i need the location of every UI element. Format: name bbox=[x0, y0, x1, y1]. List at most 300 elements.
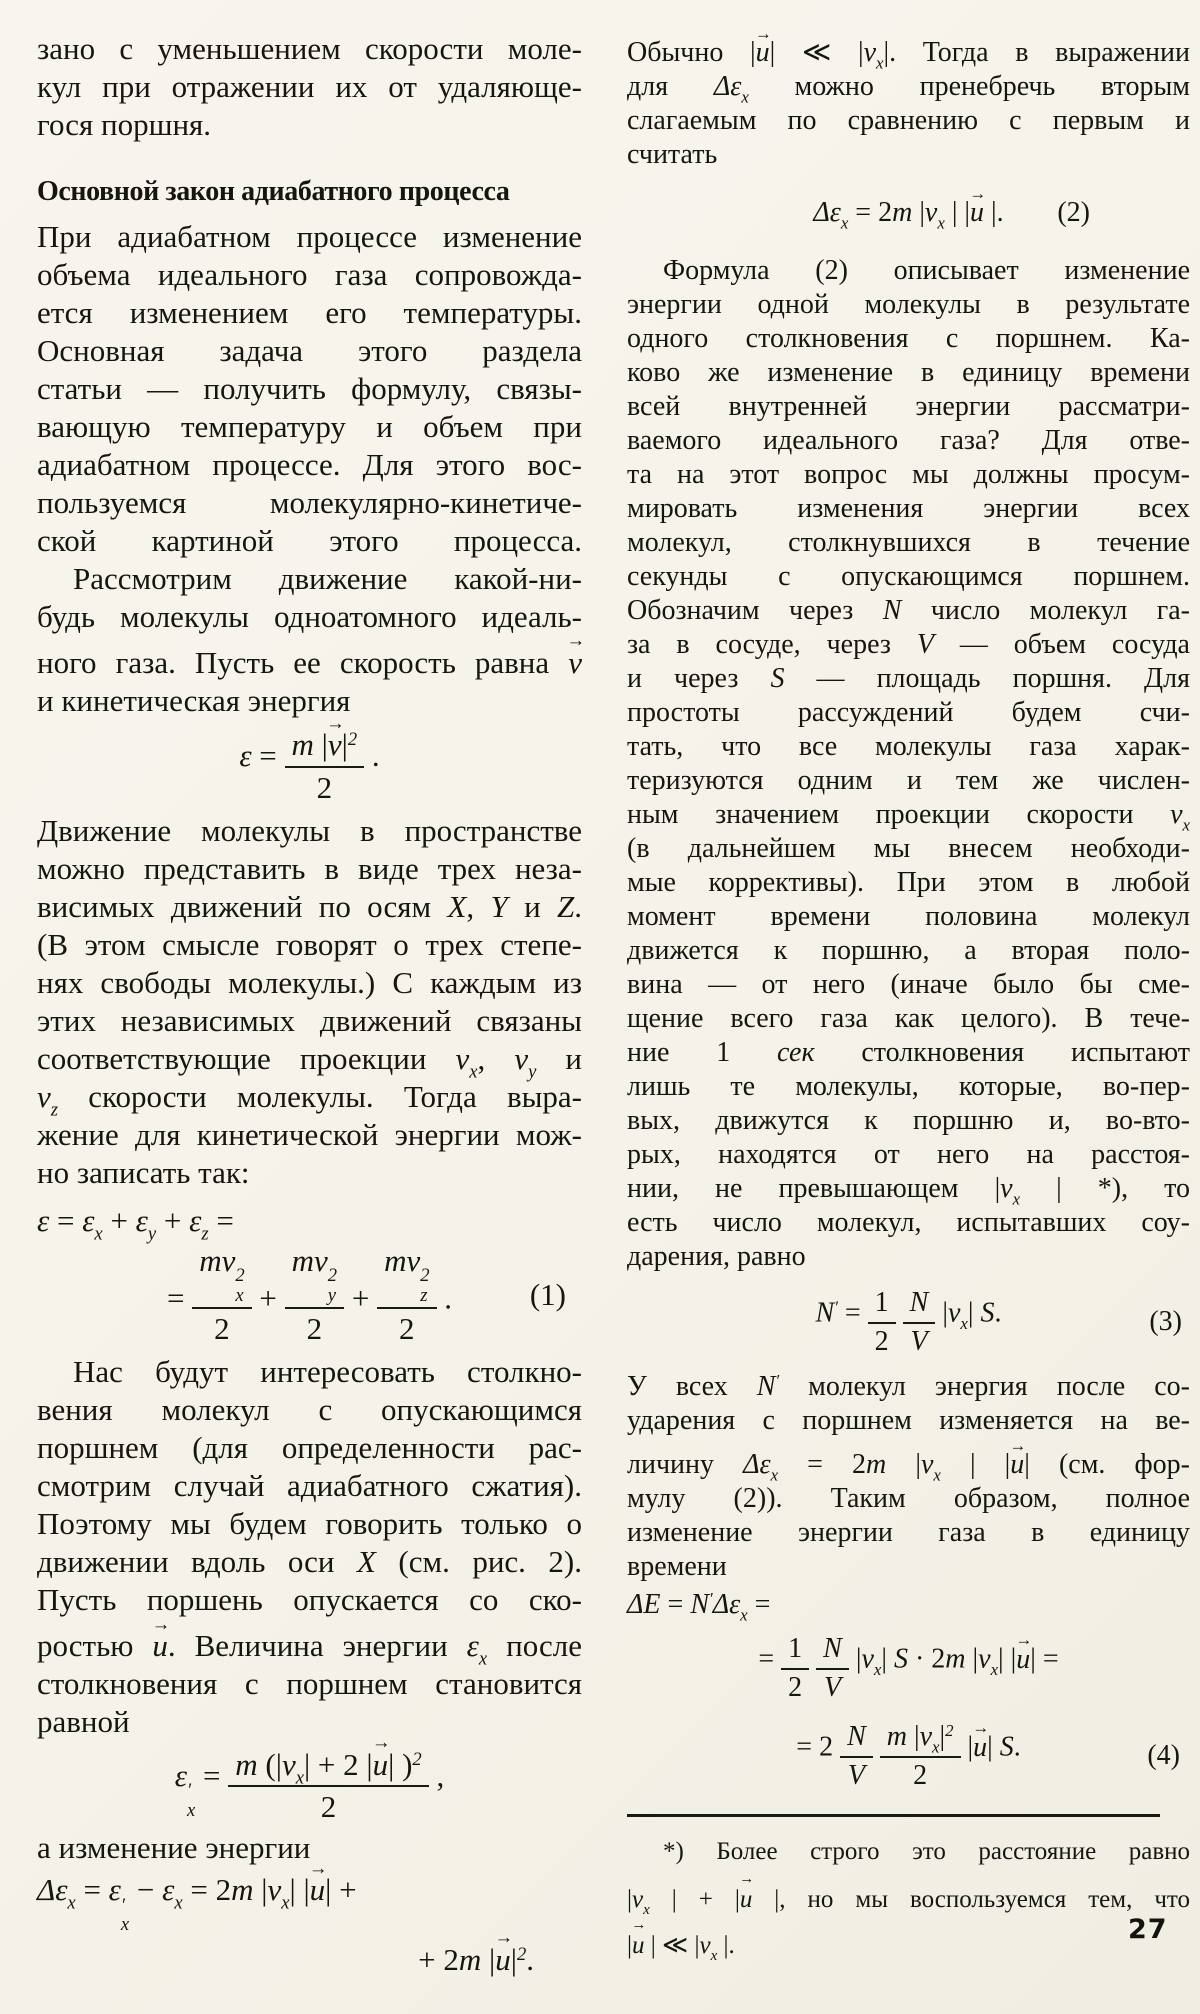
text-line bbox=[37, 522, 582, 560]
text-run: |. Тогда в выражении bbox=[883, 37, 1190, 68]
math-variable: v bbox=[455, 1041, 470, 1076]
sup-sub-stack bbox=[328, 1266, 337, 1305]
fraction-denominator bbox=[285, 768, 365, 806]
text-run: — объем сосуда bbox=[933, 629, 1190, 660]
subscript: x bbox=[295, 1767, 304, 1789]
text-run: При адиабатном процессе изменение bbox=[37, 219, 582, 254]
fraction-numerator bbox=[880, 1720, 961, 1758]
text-line bbox=[37, 1613, 582, 1670]
text-run: равной bbox=[37, 1704, 130, 1740]
text-line bbox=[627, 560, 1190, 594]
text-run: молекул, столкнувшихся в течение bbox=[627, 527, 1190, 558]
text-run: Обычно | bbox=[627, 37, 756, 68]
text-run: (В этом смысле говорят о трех степе- bbox=[37, 927, 582, 962]
text-run: есть число молекул, испытавших соу- bbox=[627, 1207, 1190, 1238]
subscript: z bbox=[50, 1099, 59, 1121]
vector-arrow-icon: → bbox=[1009, 1435, 1027, 1455]
math-variable: N bbox=[909, 1286, 929, 1318]
text-run: ного газа. Пусть ее скорость равна bbox=[37, 645, 569, 680]
text-run: можно представить в виде трех неза- bbox=[37, 851, 582, 886]
text-run: . bbox=[526, 1941, 534, 1977]
subscript: x bbox=[643, 1901, 650, 1918]
text-run: нях свободы молекулы.) С каждым из bbox=[37, 965, 582, 1000]
subscript: x bbox=[960, 1314, 968, 1334]
subscript: z bbox=[420, 1284, 428, 1306]
text-run: скорости молекулы. Тогда выра- bbox=[58, 1079, 582, 1114]
vector-letter: u bbox=[1016, 1643, 1031, 1675]
text-line bbox=[37, 682, 582, 720]
text-run: мулу (2)). Таким образом, полное bbox=[627, 1483, 1190, 1514]
math-variable: Y bbox=[490, 889, 508, 924]
text-run: |. bbox=[984, 197, 1004, 228]
fraction bbox=[285, 1242, 344, 1347]
text-run: Основная задача этого раздела bbox=[37, 333, 582, 368]
text-run: 1 bbox=[874, 1286, 889, 1318]
text-run: | bbox=[912, 197, 925, 228]
text-line bbox=[37, 1353, 582, 1391]
text-run: = bbox=[49, 1203, 83, 1238]
text-line bbox=[37, 1505, 582, 1543]
subscript: x bbox=[187, 1799, 196, 1821]
text-run: , bbox=[466, 889, 491, 924]
subscript: x bbox=[235, 1284, 244, 1306]
vector-letter: u bbox=[970, 197, 985, 228]
text-run: считать bbox=[627, 139, 718, 170]
text-run: ние 1 bbox=[627, 1037, 777, 1068]
math-variable: S bbox=[770, 663, 785, 694]
text-run: времени bbox=[627, 1551, 727, 1582]
vector-arrow-icon: → bbox=[754, 23, 772, 43]
fraction bbox=[816, 1632, 849, 1704]
text-run: та на этот вопрос мы должны просум- bbox=[627, 459, 1190, 490]
math-variable: v bbox=[267, 1872, 282, 1908]
math-variable: Δε bbox=[713, 71, 742, 102]
text-run: | bbox=[960, 1731, 974, 1763]
text-run: , bbox=[477, 1041, 515, 1076]
text-run: жение для кинетической энергии мож- bbox=[37, 1117, 582, 1152]
vector-arrow-icon: → bbox=[371, 1732, 391, 1754]
text-run: = 2 bbox=[182, 1872, 232, 1908]
text-run: | bbox=[935, 1297, 948, 1329]
vector-letter: u bbox=[372, 1746, 389, 1782]
text-run: а изменение энергии bbox=[37, 1830, 311, 1866]
text-run: смотрим случай адиабатного сжатия). bbox=[37, 1468, 582, 1504]
text-run: будь молекулы одноатомного идеаль- bbox=[37, 599, 582, 634]
text-line bbox=[627, 1036, 1190, 1070]
text-run: | | bbox=[944, 197, 971, 228]
text-line bbox=[37, 560, 582, 598]
formula-content bbox=[167, 1242, 452, 1347]
fraction-denominator bbox=[377, 1309, 436, 1347]
text-line bbox=[37, 1703, 582, 1741]
text-run: щение всего газа как целого). В тече- bbox=[627, 1003, 1190, 1034]
vector-letter: u bbox=[973, 1731, 988, 1763]
equation-number: (4) bbox=[1147, 1740, 1180, 1771]
text-run: Рассмотрим движение какой-ни- bbox=[73, 561, 582, 596]
fraction-denominator bbox=[781, 1670, 809, 1705]
text-line bbox=[627, 764, 1190, 798]
formula-content bbox=[174, 1732, 445, 1825]
superscript: ′ bbox=[775, 1370, 780, 1390]
text-run: мировать изменения энергии всех bbox=[627, 493, 1190, 524]
math-variable: m bbox=[291, 727, 314, 763]
math-variable: Δε bbox=[37, 1872, 68, 1908]
text-run: поршнем (для определенности рас- bbox=[37, 1430, 582, 1466]
vector-arrow-icon: → bbox=[566, 630, 586, 652]
sup-sub-stack bbox=[420, 1266, 429, 1305]
vector-letter: u bbox=[755, 37, 770, 68]
text-run bbox=[896, 1298, 903, 1329]
math-variable: N bbox=[815, 1297, 835, 1329]
math-variable: v bbox=[699, 1932, 711, 1959]
sup-sub-stack bbox=[121, 1896, 129, 1935]
superscript: ′ bbox=[709, 1588, 713, 1608]
text-line bbox=[627, 1172, 1190, 1209]
text-line bbox=[627, 526, 1190, 560]
vector-arrow-icon: → bbox=[1015, 1630, 1033, 1650]
text-run: но записать так: bbox=[37, 1155, 250, 1190]
math-variable: mv bbox=[291, 1243, 328, 1278]
text-run: теризуются одним и тем же числен- bbox=[627, 765, 1190, 796]
fraction-numerator bbox=[192, 1242, 251, 1309]
spacer bbox=[37, 144, 582, 170]
text-run: висимых движений по осям bbox=[37, 889, 448, 924]
subscript: x bbox=[933, 1465, 941, 1485]
math-variable: v bbox=[978, 1643, 991, 1675]
text-run: 2 bbox=[874, 1325, 889, 1357]
vector-symbol bbox=[1009, 1435, 1027, 1482]
text-run: (см. рис. 2). bbox=[375, 1544, 582, 1580]
math-variable: V bbox=[847, 1759, 865, 1791]
equation-number: (1) bbox=[529, 1276, 566, 1312]
text-run: момент времени половина молекул bbox=[627, 901, 1190, 932]
text-run: = bbox=[837, 1297, 868, 1329]
math-variable: v bbox=[947, 1297, 961, 1329]
fraction bbox=[880, 1720, 961, 1792]
math-variable: ε bbox=[174, 1757, 188, 1793]
text-run: и через bbox=[627, 663, 771, 694]
math-variable: сек bbox=[776, 1037, 815, 1068]
math-variable: S bbox=[893, 1643, 908, 1675]
text-line bbox=[627, 424, 1190, 458]
text-run: + 2 bbox=[418, 1941, 459, 1977]
math-variable: ε bbox=[189, 1203, 202, 1238]
math-variable: ε bbox=[466, 1628, 479, 1664]
text-line bbox=[627, 934, 1190, 968]
text-run: = bbox=[166, 1280, 193, 1316]
text-run: и кинетическая энергия bbox=[37, 683, 351, 718]
text-run: | | bbox=[289, 1872, 310, 1908]
text-run: ным значением проекции скорости bbox=[627, 799, 1171, 830]
subscript: x bbox=[876, 53, 884, 73]
superscript: 2 bbox=[420, 1265, 430, 1287]
text-line bbox=[627, 356, 1190, 390]
text-run: этих независимых движений связаны bbox=[37, 1003, 582, 1038]
math-variable: X bbox=[447, 889, 467, 924]
math-variable: m bbox=[886, 1720, 907, 1752]
text-run: = bbox=[195, 1757, 229, 1793]
text-run: |. bbox=[717, 1932, 735, 1959]
formula-content bbox=[37, 1857, 357, 1936]
fraction bbox=[228, 1732, 428, 1825]
text-run: за в сосуде, через bbox=[627, 629, 917, 660]
text-line bbox=[37, 964, 582, 1002]
math-variable: N bbox=[882, 595, 902, 626]
text-line bbox=[37, 294, 582, 332]
text-run: | + 2 | bbox=[303, 1746, 373, 1782]
text-line bbox=[627, 594, 1190, 628]
text-line bbox=[37, 68, 582, 106]
text-run: ударения с поршнем изменяется на ве- bbox=[627, 1405, 1190, 1436]
text-line bbox=[627, 138, 1190, 172]
text-line bbox=[37, 598, 582, 636]
math-variable: mv bbox=[384, 1243, 421, 1278]
math-variable: v bbox=[861, 1643, 874, 1675]
fraction-denominator bbox=[868, 1324, 896, 1359]
math-variable: v bbox=[863, 37, 877, 68]
text-run: | + | bbox=[649, 1886, 740, 1913]
fraction-numerator bbox=[840, 1720, 873, 1758]
math-variable: v bbox=[919, 1720, 933, 1752]
math-variable: Δε bbox=[743, 1449, 771, 1480]
formula-content bbox=[816, 1286, 1002, 1358]
text-run: пользуемся молекулярно-кинетиче- bbox=[37, 485, 582, 520]
text-run: (в дальнейшем мы внесем необходи- bbox=[627, 833, 1190, 864]
text-run: движется к поршню, а вторая поло- bbox=[627, 935, 1190, 966]
text-run: и bbox=[536, 1041, 583, 1076]
fraction-numerator bbox=[868, 1286, 896, 1324]
text-run: Пусть поршень опускается со ско- bbox=[37, 1582, 582, 1618]
text-run: для bbox=[627, 71, 714, 102]
text-run: . bbox=[574, 889, 582, 924]
fraction-numerator bbox=[903, 1286, 936, 1324]
subscript: x bbox=[770, 1465, 779, 1485]
math-variable: m bbox=[231, 1872, 254, 1908]
math-variable: v bbox=[281, 1746, 296, 1782]
text-run: личину bbox=[627, 1449, 744, 1480]
vector-letter: u bbox=[739, 1886, 753, 1913]
text-run: . bbox=[364, 738, 380, 774]
math-variable: m bbox=[892, 197, 913, 228]
math-variable: v bbox=[1000, 1173, 1013, 1204]
math-variable: V bbox=[823, 1671, 842, 1703]
math-variable: mv bbox=[199, 1243, 236, 1278]
text-line bbox=[37, 370, 582, 408]
vector-arrow-icon: → bbox=[326, 712, 345, 734]
text-run: | bbox=[987, 1731, 1000, 1763]
text-run: 2 bbox=[316, 769, 333, 805]
text-run: Обозначим через bbox=[627, 595, 883, 626]
text-line bbox=[37, 926, 582, 964]
text-line bbox=[37, 1429, 582, 1467]
vector-symbol bbox=[969, 183, 987, 230]
text-line bbox=[37, 888, 582, 926]
text-run: и bbox=[507, 889, 557, 924]
vector-symbol bbox=[566, 630, 586, 682]
text-run: = bbox=[758, 1643, 782, 1675]
text-line bbox=[627, 1435, 1190, 1485]
vector-letter: u bbox=[309, 1872, 326, 1908]
text-run: = bbox=[251, 738, 285, 774]
text-line bbox=[627, 968, 1190, 1002]
math-variable: m bbox=[866, 1449, 887, 1480]
math-variable: ε bbox=[239, 738, 252, 774]
footnote-line bbox=[627, 1870, 1190, 1919]
text-run: Формула (2) описывает изменение bbox=[663, 255, 1190, 286]
text-line bbox=[627, 254, 1190, 288]
superscript: ′ bbox=[120, 1894, 125, 1916]
math-variable: N bbox=[847, 1720, 866, 1752]
subscript: x bbox=[740, 1605, 748, 1625]
fraction bbox=[903, 1286, 936, 1358]
subscript: x bbox=[840, 213, 849, 233]
subscript: y bbox=[147, 1223, 157, 1245]
text-run: + bbox=[344, 1280, 378, 1316]
math-variable: X bbox=[356, 1544, 376, 1580]
text-run: | bbox=[253, 1872, 268, 1908]
text-run: адиабатном процессе. Для этого вос- bbox=[37, 447, 582, 482]
text-run: = bbox=[747, 1589, 771, 1620]
superscript: ′ bbox=[834, 1297, 838, 1317]
fraction-denominator bbox=[840, 1758, 873, 1793]
superscript: ′ bbox=[187, 1780, 192, 1802]
vector-letter: u bbox=[495, 1941, 511, 1977]
formula-content bbox=[813, 183, 1004, 233]
text-line bbox=[37, 1078, 582, 1121]
vector-letter: v bbox=[568, 645, 582, 680]
text-run: тать, что все молекулы газа харак- bbox=[627, 731, 1190, 762]
text-run: | bbox=[341, 727, 348, 763]
math-variable: v bbox=[1170, 799, 1183, 830]
math-variable: ε bbox=[135, 1203, 148, 1238]
text-run: ется изменением его температуры. bbox=[37, 295, 582, 330]
superscript: 2 bbox=[327, 1265, 338, 1287]
text-run: вающую температуру и объем при bbox=[37, 409, 582, 444]
vector-letter: u bbox=[152, 1628, 168, 1664]
formula-content bbox=[239, 712, 380, 805]
text-line bbox=[627, 1370, 1190, 1404]
text-line bbox=[37, 332, 582, 370]
formula bbox=[627, 1274, 1190, 1370]
text-run: = 2 bbox=[778, 1449, 867, 1480]
formula bbox=[37, 1200, 582, 1245]
math-variable: v bbox=[924, 197, 938, 228]
text-run: Движение молекулы в пространстве bbox=[37, 813, 582, 848]
math-variable: ΔE bbox=[627, 1589, 661, 1620]
text-line bbox=[627, 288, 1190, 322]
text-run: 1 bbox=[788, 1632, 803, 1664]
vector-arrow-icon: → bbox=[151, 1613, 171, 1635]
text-run: слагаемым по сравнению с первым и bbox=[627, 105, 1190, 136]
vector-symbol bbox=[754, 23, 772, 70]
math-variable: N bbox=[690, 1589, 710, 1620]
text-line bbox=[627, 1482, 1190, 1516]
text-run: | ) bbox=[388, 1746, 413, 1782]
vector-symbol bbox=[1015, 1630, 1033, 1677]
text-run: | bbox=[481, 1941, 496, 1977]
text-run: . bbox=[436, 1280, 453, 1316]
text-run: | bbox=[510, 1941, 517, 1977]
text-run: | bbox=[907, 1720, 920, 1752]
text-run: | bbox=[313, 727, 328, 763]
equation-number: (2) bbox=[1057, 197, 1090, 228]
fraction bbox=[285, 712, 365, 805]
subscript: x bbox=[1182, 815, 1190, 835]
fraction-numerator bbox=[228, 1732, 428, 1789]
formula-content bbox=[37, 1202, 234, 1245]
page-number: 27 bbox=[1128, 1914, 1168, 1945]
text-line bbox=[37, 1391, 582, 1429]
text-line bbox=[37, 1116, 582, 1154]
sup-sub-stack bbox=[235, 1266, 244, 1305]
fraction-numerator bbox=[377, 1242, 436, 1309]
text-run: | = bbox=[1030, 1643, 1059, 1675]
text-run: ваемого идеального газа? Для отве- bbox=[627, 425, 1190, 456]
text-run: 2 bbox=[306, 1311, 323, 1347]
text-run: гося поршня. bbox=[37, 107, 212, 142]
equation-number: (3) bbox=[1149, 1306, 1182, 1337]
text-run: мые коррективы). При этом в любой bbox=[627, 867, 1190, 898]
vector-symbol bbox=[151, 1613, 171, 1665]
text-run: У всех bbox=[627, 1371, 757, 1402]
math-variable: S bbox=[999, 1731, 1014, 1763]
text-line bbox=[37, 812, 582, 850]
text-run: | (см. фор- bbox=[1024, 1449, 1190, 1480]
text-line bbox=[627, 1404, 1190, 1438]
math-variable: v bbox=[37, 1079, 51, 1114]
text-run: — площадь поршня. Для bbox=[784, 663, 1191, 694]
fraction-denominator bbox=[816, 1670, 849, 1705]
math-variable: V bbox=[910, 1325, 928, 1357]
text-line bbox=[627, 1138, 1190, 1172]
spacer bbox=[627, 1817, 1190, 1833]
math-variable: ε bbox=[162, 1872, 175, 1908]
vector-arrow-icon: → bbox=[494, 1927, 514, 1949]
text-line bbox=[627, 696, 1190, 730]
text-run: , bbox=[428, 1757, 445, 1793]
vector-symbol bbox=[972, 1718, 990, 1765]
text-line bbox=[627, 662, 1190, 696]
text-line bbox=[627, 104, 1190, 138]
text-line bbox=[627, 1070, 1190, 1104]
text-run: = 2 bbox=[848, 197, 893, 228]
text-line bbox=[37, 1040, 583, 1083]
text-run: | bbox=[848, 1643, 862, 1675]
text-run: | bbox=[967, 1297, 981, 1329]
formula bbox=[37, 1242, 582, 1347]
text-line bbox=[627, 628, 1190, 662]
fraction-numerator bbox=[816, 1632, 849, 1670]
subscript: x bbox=[120, 1914, 130, 1936]
spacer bbox=[627, 1802, 1190, 1814]
formula bbox=[627, 1626, 1190, 1710]
formula bbox=[37, 1732, 582, 1829]
text-run: вения молекул с опускающимся bbox=[37, 1392, 582, 1428]
subscript: x bbox=[94, 1223, 103, 1245]
subscript: y bbox=[327, 1284, 337, 1306]
text-line bbox=[37, 30, 582, 68]
text-line bbox=[627, 866, 1190, 900]
math-variable: V bbox=[916, 629, 934, 660]
subscript: x bbox=[469, 1061, 478, 1083]
text-run: нии, не превышающем | bbox=[627, 1173, 1001, 1204]
fraction-denominator bbox=[192, 1309, 251, 1347]
text-run: лишь те молекулы, которые, во-пер- bbox=[627, 1071, 1190, 1102]
text-line bbox=[627, 798, 1190, 835]
text-line bbox=[627, 730, 1190, 764]
text-run: статьи — получить формулу, связы- bbox=[37, 371, 582, 406]
text-line bbox=[627, 1002, 1190, 1036]
